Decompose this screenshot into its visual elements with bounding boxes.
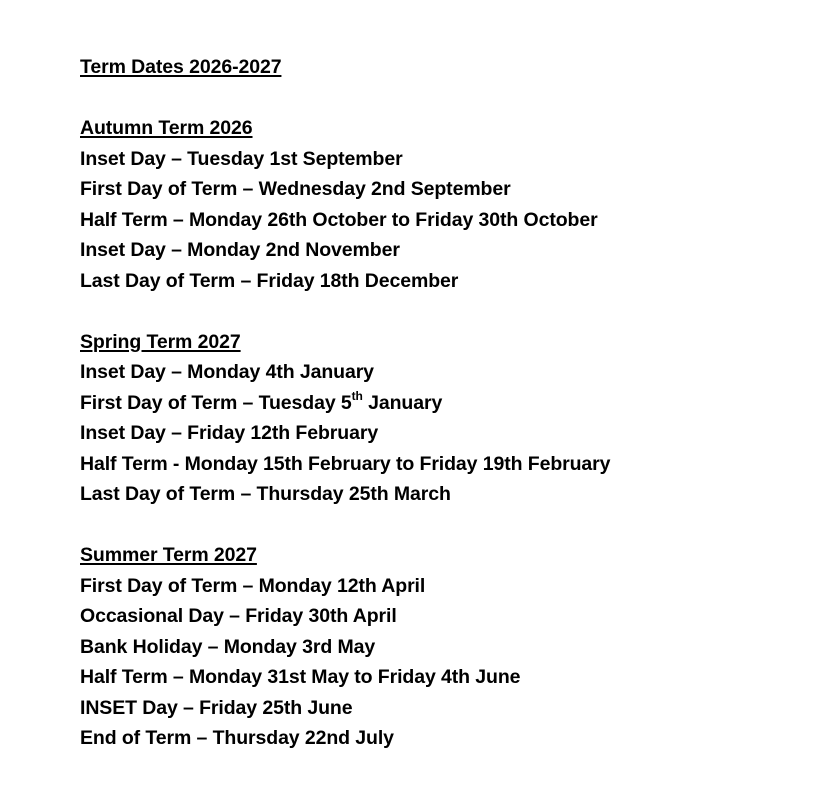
summer-term-heading: Summer Term 2027 [80,544,257,566]
ordinal-superscript: th [351,389,363,403]
autumn-term-item: Inset Day – Monday 2nd November [80,239,400,261]
autumn-term-heading: Autumn Term 2026 [80,117,253,139]
summer-term-item: Half Term – Monday 31st May to Friday 4th June [80,666,521,688]
spacer [80,296,800,327]
spacer [80,510,800,541]
spring-item-text: First Day of Term – Tuesday 5 [80,391,352,414]
autumn-term-item: Inset Day – Tuesday 1st September [80,147,403,170]
document-body [80,52,800,754]
spring-term-item: Last Day of Term – Thursday 25th March [80,483,451,505]
spring-term-item: Inset Day – Friday 12th February [80,422,379,444]
spring-term-item [80,388,800,419]
spring-term-heading: Spring Term 2027 [80,330,241,353]
summer-term-item: Bank Holiday – Monday 3rd May [80,635,376,658]
autumn-term-item: Last Day of Term – Friday 18th December [80,269,459,292]
spring-term-item: Half Term - Monday 15th February to Friday 19th February [80,452,611,475]
spring-term-item: Inset Day – Monday 4th January [80,361,374,383]
spring-item-text: January [362,391,443,414]
autumn-term-item: First Day of Term – Wednesday 2nd September [80,178,511,200]
summer-term-item: End of Term – Thursday 22nd July [80,727,394,749]
summer-term-item: Occasional Day – Friday 30th April [80,605,397,627]
autumn-term-item: Half Term – Monday 26th October to Friday 30th October [80,208,598,231]
spacer [80,83,800,114]
document-title: Term Dates 2026-2027 [80,56,282,78]
summer-term-item: INSET Day – Friday 25th June [80,696,353,719]
summer-term-item: First Day of Term – Monday 12th April [80,574,426,597]
